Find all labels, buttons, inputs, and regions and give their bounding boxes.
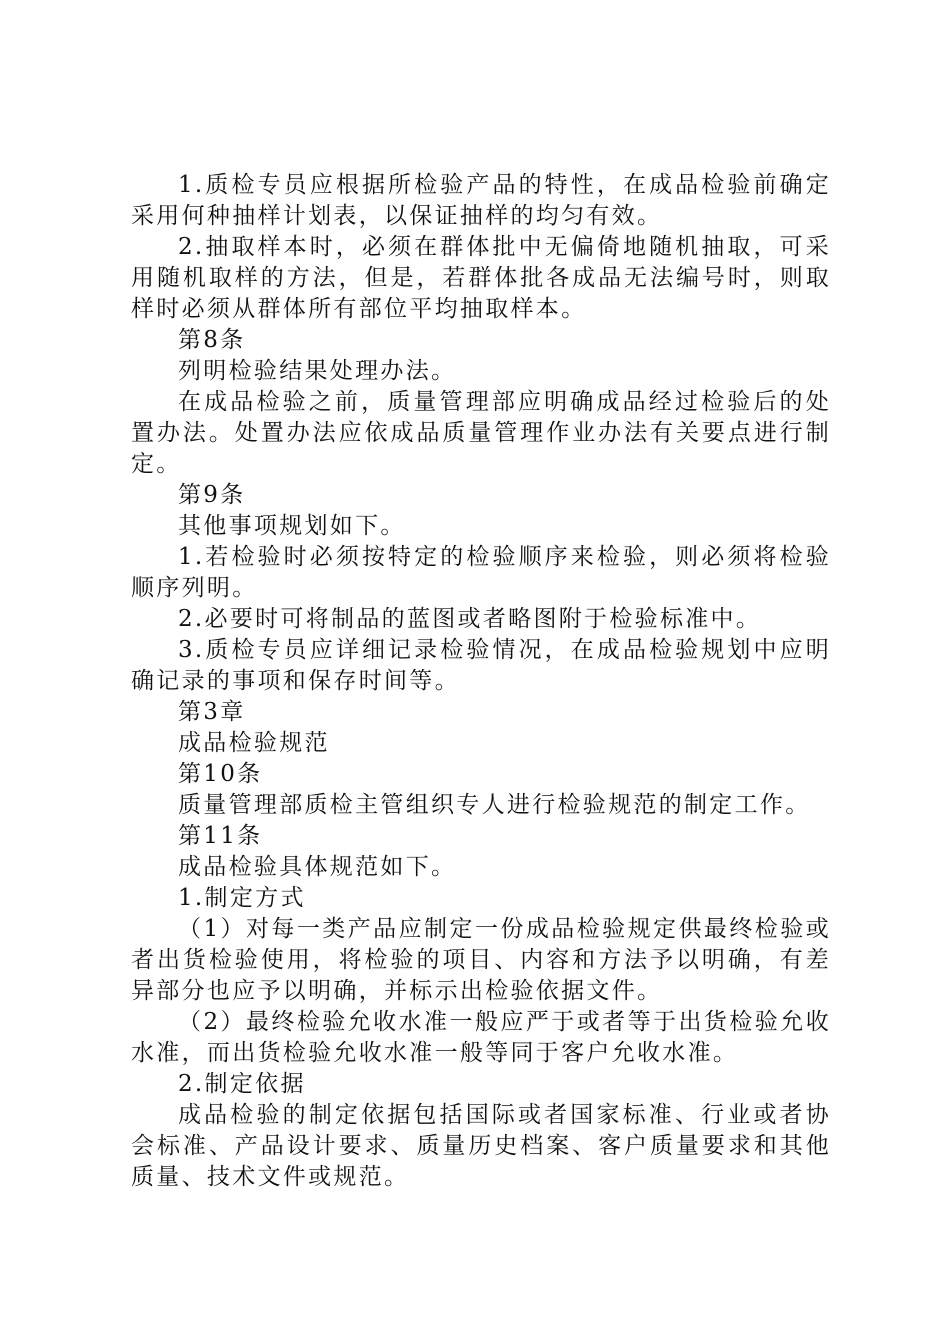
article-heading-8: 第8条 [178,327,246,353]
paragraph-record-keeping: 3.质检专员应详细记录检验情况，在成品检验规划中应明确记录的事项和保存时间等。 [131,637,831,694]
paragraph-blueprint: 2.必要时可将制品的蓝图或者略图附于检验标准中。 [178,606,762,632]
paragraph-article-9-title: 其他事项规划如下。 [178,513,406,539]
paragraph-method-item-1: （1）对每一类产品应制定一份成品检验规定供最终检验或者出货检验使用，将检验的项目、内容和方法予以明确，有差异部分也应予以明确，并标示出检验依据文件。 [131,916,831,1004]
subheading-method: 1.制定方式 [178,885,306,911]
paragraph-article-11-title: 成品检验具体规范如下。 [178,854,457,880]
paragraph-basis-content: 成品检验的制定依据包括国际或者国家标准、行业或者协会标准、产品设计要求、质量历史档案、客户质量要求和其他质量、技术文件或规范。 [131,1102,831,1190]
subheading-basis: 2.制定依据 [178,1071,306,1097]
article-heading-9: 第9条 [178,482,246,508]
article-heading-11: 第11条 [178,823,263,849]
chapter-heading-3: 第3章 [178,699,246,725]
paragraph-inspection-order: 1.若检验时必须按特定的检验顺序来检验，则必须将检验顺序列明。 [131,544,831,601]
chapter-title-3: 成品检验规范 [178,730,330,756]
paragraph-disposal-method: 在成品检验之前，质量管理部应明确成品经过检验后的处置办法。处置办法应依成品质量管理作业办法有关要点进行制定。 [131,389,831,477]
paragraph-method-item-2: （2）最终检验允收水准一般应严于或者等于出货检验允收水准，而出货检验允收水准一般等同于客户允收水准。 [131,1009,831,1066]
paragraph-article-8-title: 列明检验结果处理办法。 [178,358,457,384]
paragraph-random-sampling: 2.抽取样本时，必须在群体批中无偏倚地随机抽取，可采用随机取样的方法，但是，若群体批各成品无法编号时，则取样时必须从群体所有部位平均抽取样本。 [131,234,831,322]
paragraph-sampling-plan: 1.质检专员应根据所检验产品的特性，在成品检验前确定采用何种抽样计划表，以保证抽样的均匀有效。 [131,172,831,229]
paragraph-article-10-content: 质量管理部质检主管组织专人进行检验规范的制定工作。 [178,792,811,818]
article-heading-10: 第10条 [178,761,263,787]
document-body [131,170,831,1193]
